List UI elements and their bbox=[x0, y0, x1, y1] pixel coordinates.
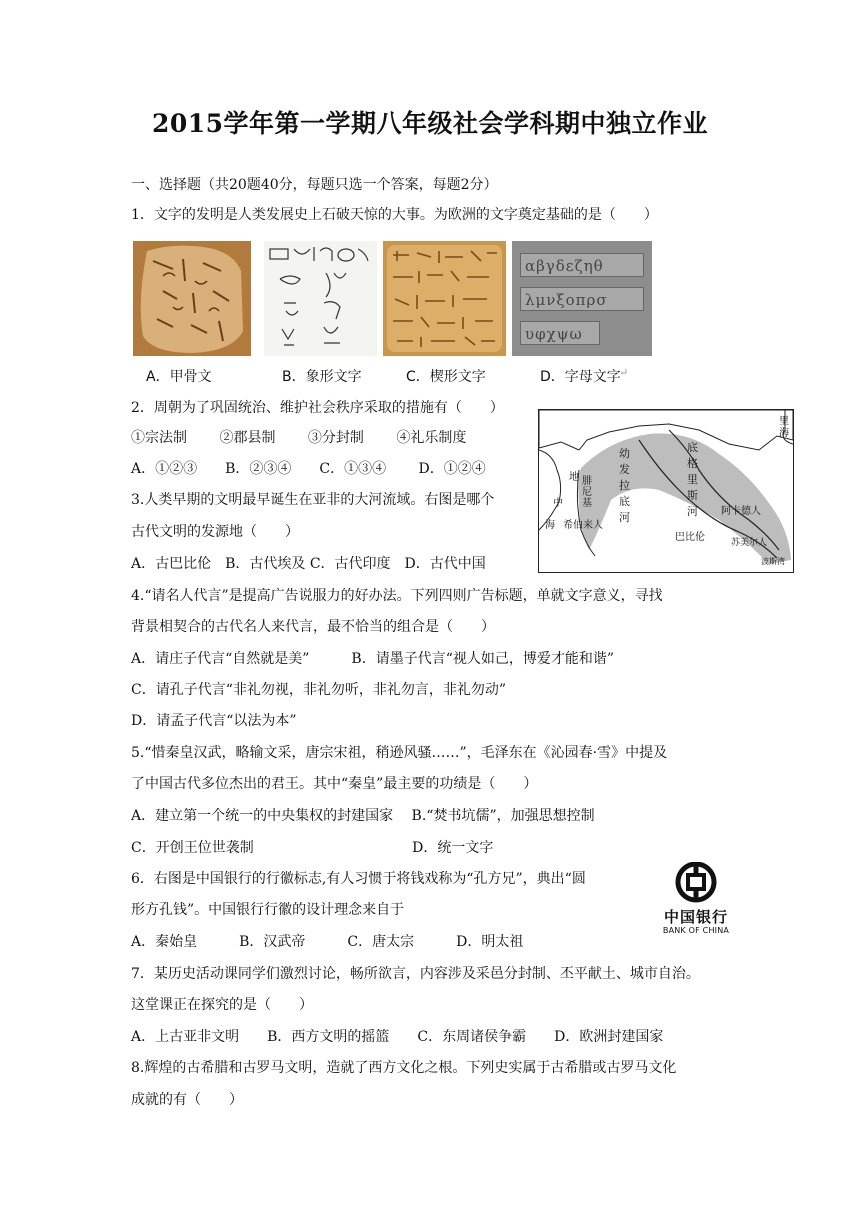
question-6-stem-line-1: 6．右图是中国银行的行徽标志,有人习惯于将钱戏称为“孔方兄”，典出“圆 bbox=[131, 871, 586, 887]
section-heading: 一、选择题（共20题40分，每题只选一个答案，每题2分） bbox=[131, 177, 498, 193]
question-2-stem: 2．周朝为了巩固统治、维护社会秩序采取的措施有（ ） bbox=[131, 400, 504, 416]
question-5-options-ab: A．建立第一个统一的中央集权的封建国家 B.“焚书坑儒”，加强思想控制 bbox=[131, 808, 595, 824]
return-mark-icon: ↵ bbox=[619, 366, 629, 379]
question-8-stem-line-2: 成就的有（ ） bbox=[131, 1092, 243, 1108]
logo-chinese-text: 中国银行 bbox=[663, 908, 728, 926]
map-label-mediterranean-1: 地 bbox=[569, 472, 579, 483]
question-6-options: A．秦始皇 B．汉武帝 C．唐太宗 D．明太祖 bbox=[131, 934, 524, 950]
question-4-stem-line-2: 背景相契合的古代名人来代言，最不恰当的组合是（ ） bbox=[131, 619, 495, 635]
cuneiform-tablet-image bbox=[383, 241, 506, 356]
question-3-stem-line-1: 3.人类早期的文明最早诞生在亚非的大河流域。右图是哪个 bbox=[131, 492, 495, 508]
mesopotamia-map bbox=[538, 409, 794, 573]
option-a-caption: A．甲骨文 bbox=[146, 369, 212, 385]
map-label-tigris: 底格里斯河 bbox=[687, 441, 698, 518]
question-2-items: ①宗法制 ②郡县制 ③分封制 ④礼乐制度 bbox=[131, 430, 467, 446]
question-8-stem-line-1: 8.辉煌的古希腊和古罗马文明，造就了西方文化之根。下列史实属于古希腊或古罗马文化 bbox=[131, 1060, 677, 1076]
map-label-mediterranean-2: 中 bbox=[553, 498, 563, 509]
map-label-phoenicia: 腓尼基 bbox=[582, 476, 592, 509]
question-7-stem-line-2: 这堂课正在探究的是（ ） bbox=[131, 997, 313, 1013]
question-4-stem-line-1: 4.“请名人代言”是提高广告说服力的好办法。下列四则广告标题，单就文字意义，寻找 bbox=[131, 588, 663, 604]
alphabet-row-1: αβγδεζηθ bbox=[520, 253, 644, 277]
option-b-caption: B．象形文字 bbox=[282, 369, 362, 385]
question-5-stem-line-2: 了中国古代多位杰出的君王。其中“秦皇”最主要的功绩是（ ） bbox=[131, 776, 538, 792]
oracle-bone-image bbox=[133, 241, 251, 356]
question-4-option-d: D．请孟子代言“以法为本” bbox=[131, 713, 297, 729]
question-4-options-ab: A．请庄子代言“自然就是美” B．请墨子代言“视人如己，博爱才能和谐” bbox=[131, 651, 615, 667]
map-label-hebrews: 希伯来人 bbox=[563, 520, 603, 531]
question-7-options: A．上古亚非文明 B．西方文明的摇篮 C．东周诸侯争霸 D．欧洲封建国家 bbox=[131, 1029, 664, 1045]
bank-of-china-logo bbox=[655, 862, 737, 940]
question-3-stem-line-2: 古代文明的发源地（ ） bbox=[131, 524, 299, 540]
alphabet-script-image bbox=[512, 241, 652, 356]
question-6-stem-line-2: 形方孔钱”。中国银行行徽的设计理念来自于 bbox=[131, 902, 405, 918]
map-label-babylon: 巴比伦 bbox=[675, 532, 705, 543]
alphabet-row-2: λμνξοπρσ bbox=[520, 287, 644, 311]
question-1-stem: 1．文字的发明是人类发展史上石破天惊的大事。为欧洲的文字奠定基础的是（ ） bbox=[131, 207, 658, 223]
question-5-options-cd: C．开创王位世袭制 D．统一文字 bbox=[131, 840, 494, 856]
question-2-options: A．①②③ B．②③④ C．①③④ D．①②④ bbox=[131, 461, 486, 477]
option-c-caption: C．楔形文字 bbox=[406, 369, 486, 385]
question-5-stem-line-1: 5.“惜秦皇汉武，略输文采，唐宗宋祖，稍逊风骚……”，毛泽东在《沁园春·雪》中提及 bbox=[131, 745, 668, 761]
option-d-caption: D．字母文字 bbox=[540, 369, 621, 385]
logo-english-text: BANK OF CHINA bbox=[662, 926, 730, 935]
map-label-euphrates: 幼发拉底河 bbox=[619, 447, 630, 524]
question-4-option-c: C．请孔子代言“非礼勿视，非礼勿听，非礼勿言，非礼勿动” bbox=[131, 682, 507, 698]
question-7-stem-line-1: 7．某历史活动课同学们激烈讨论，畅所欲言，内容涉及采邑分封制、丕平献土、城市自治。 bbox=[131, 966, 700, 982]
page-title: 2015学年第一学期八年级社会学科期中独立作业 bbox=[151, 109, 709, 138]
map-label-akkad: 阿卡德人 bbox=[721, 506, 761, 517]
coin-emblem-icon bbox=[655, 862, 737, 906]
map-label-caspian: 里海 bbox=[779, 416, 789, 439]
map-label-mediterranean-3: 海 bbox=[545, 520, 555, 531]
map-label-persian-gulf: 波斯湾 bbox=[761, 557, 785, 566]
hieroglyph-image bbox=[264, 241, 377, 356]
alphabet-row-3: υφχψω bbox=[520, 321, 600, 345]
map-label-sumer: 苏美尔人 bbox=[731, 538, 768, 548]
question-3-options: A．古巴比伦 B．古代埃及 C．古代印度 D．古代中国 bbox=[131, 556, 486, 572]
